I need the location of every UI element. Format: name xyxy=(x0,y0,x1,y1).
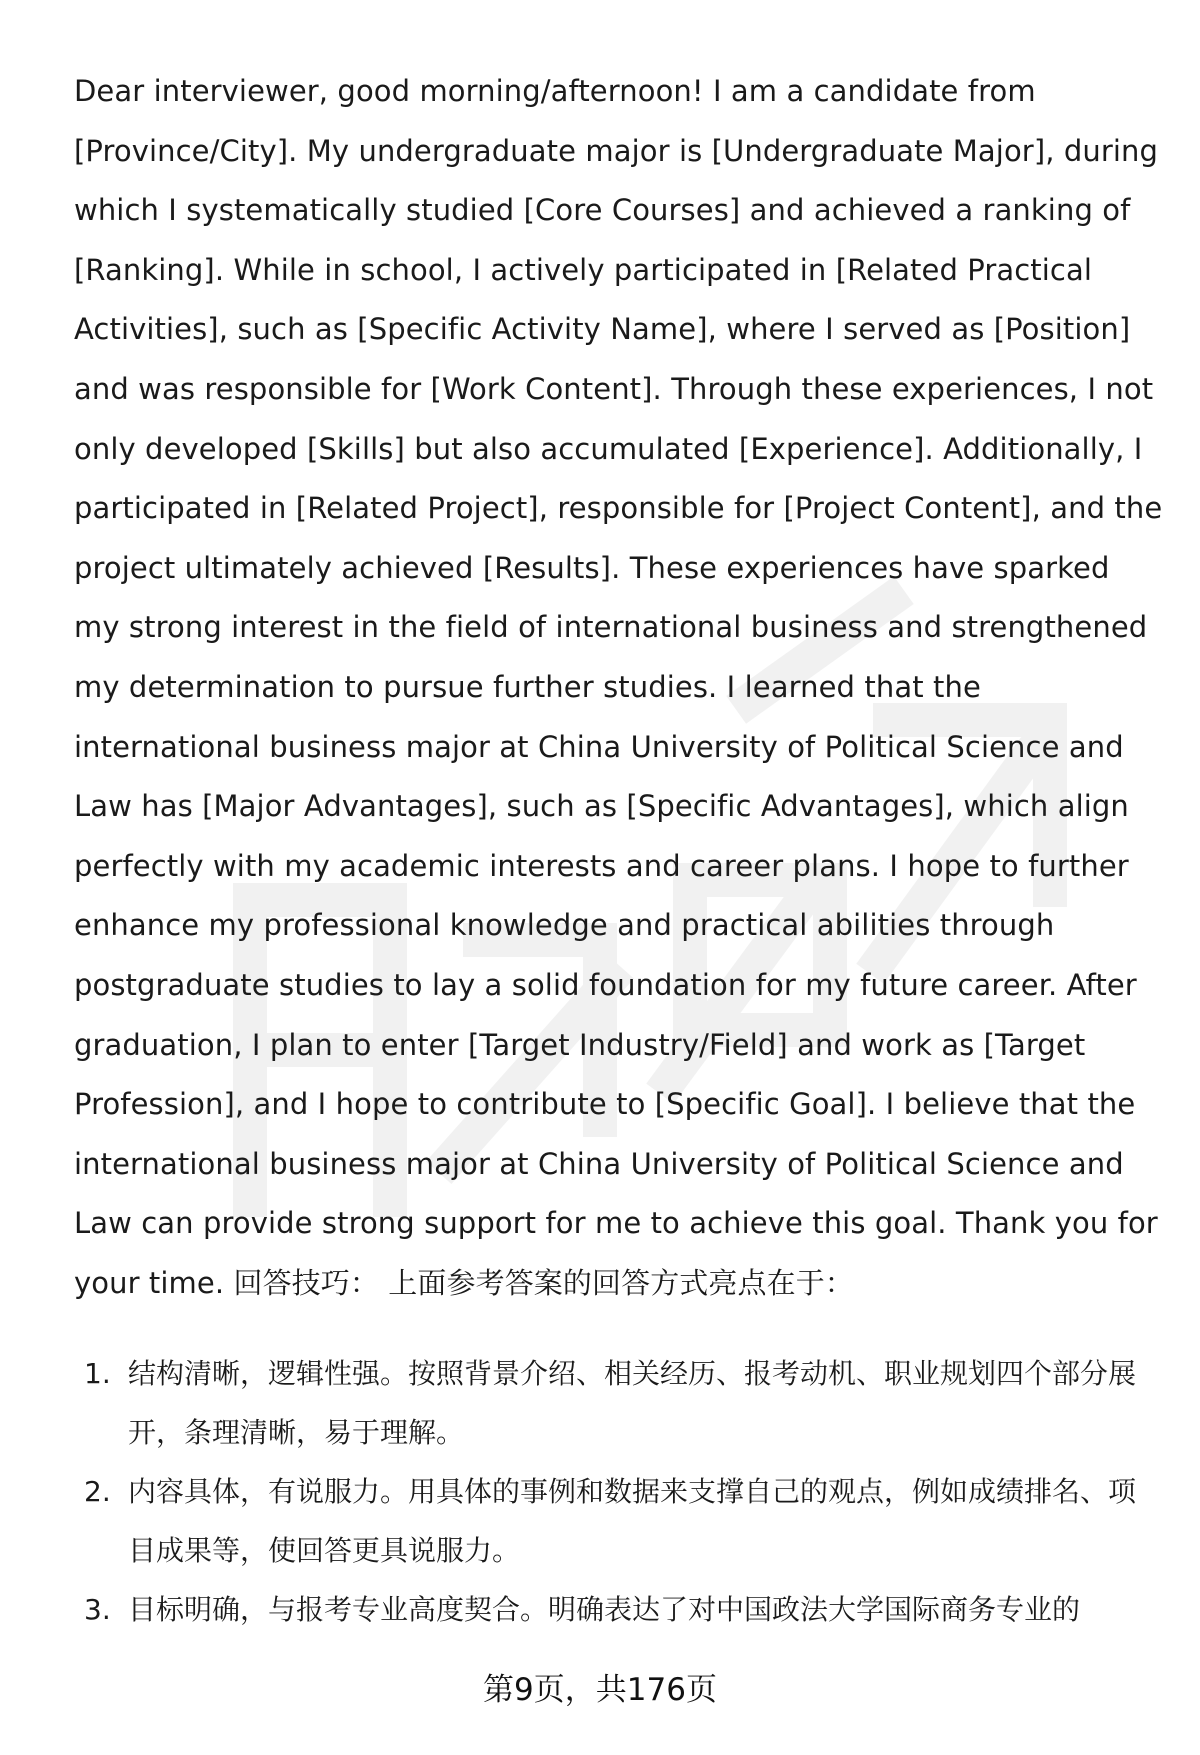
list-item-text: 内容具体，有说服力。用具体的事例和数据来支撑自己的观点，例如成绩排名、项目成果等，使回答更具说服力。 xyxy=(128,1475,1137,1567)
list-item xyxy=(74,1462,1154,1580)
list-item-number: 1. xyxy=(84,1357,111,1390)
answer-paragraph: Dear interviewer, good morning/afternoon! I am a candidate from [Province/City]. My undergraduate major is [Undergraduate Major], during which I systematically studied [Core Courses] and achieved a ranking of [Ranking]. While in school, I actively participated in [Related Practical Activities], such as [Specific Activity Name], where I served as [Position] and was responsible for [Work Content]. Through these experiences, I not only developed [Skills] but also accumulated [Experience]. Additionally, I participated in [Related Project], responsible for [Project Content], and the project ultimately achieved [Results]. These experiences have sparked my strong interest in the field of international business and strengthened my determination to pursue further studies. I learned that the international business major at China University of Political Science and Law has [Major Advantages], such as [Specific Advantages], which align perfectly with my academic interests and career plans. I hope to further enhance my professional knowledge and practical abilities through postgraduate studies to lay a solid foundation for my future career. After graduation, I plan to enter [Target Industry/Field] and work as [Target Profession], and I hope to contribute to [Specific Goal]. I believe that the international business major at China University of Political Science and Law can provide strong support for me to achieve this goal. Thank you for your time. 回答技巧： 上面参考答案的回答方式亮点在于： xyxy=(74,74,1163,1300)
list-item-text: 目标明确，与报考专业高度契合。明确表达了对中国政法大学国际商务专业的 xyxy=(128,1593,1081,1626)
list-item-text: 结构清晰，逻辑性强。按照背景介绍、相关经历、报考动机、职业规划四个部分展开，条理清晰，易于理解。 xyxy=(128,1357,1137,1449)
list-item xyxy=(74,1344,1154,1462)
page-number-footer: 第9页，共176页 xyxy=(483,1672,717,1708)
list-item xyxy=(74,1580,1154,1639)
tips-list xyxy=(74,1344,1154,1639)
list-item-number: 2. xyxy=(84,1475,111,1508)
list-item-number: 3. xyxy=(84,1593,111,1626)
